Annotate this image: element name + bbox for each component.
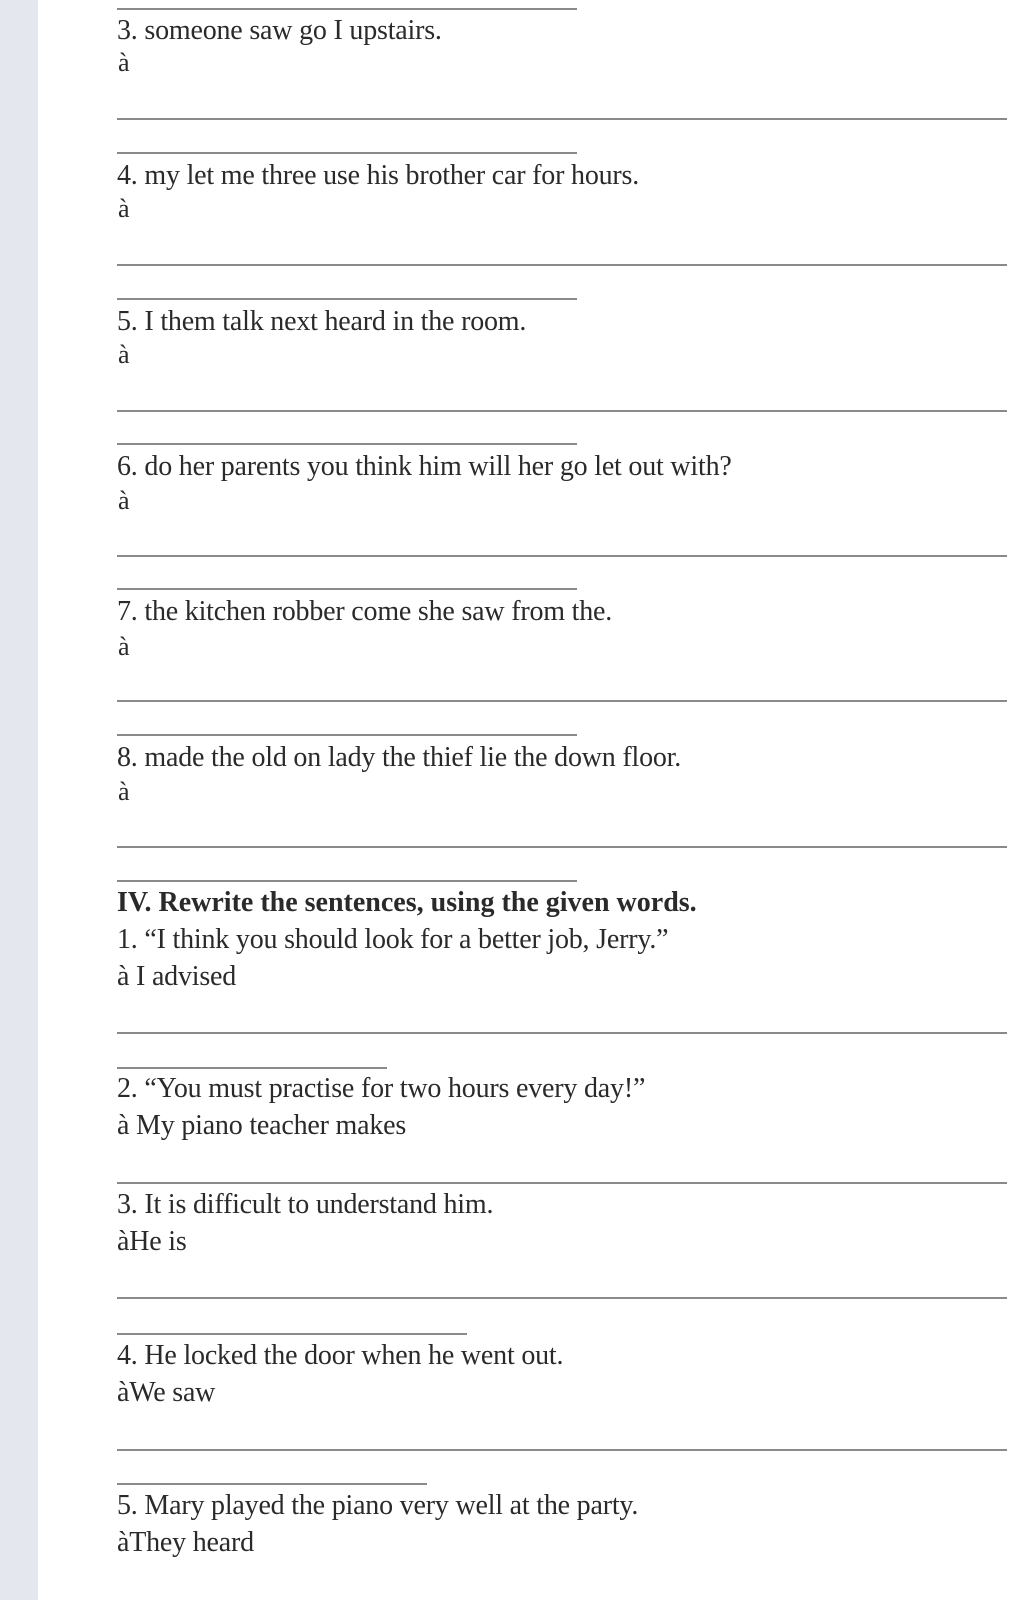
answer-line bbox=[117, 410, 1007, 412]
answer-line bbox=[117, 1032, 1007, 1034]
rewrite-3-sentence: 3. It is difficult to understand him. bbox=[117, 1189, 494, 1220]
question-5-arrow: à bbox=[118, 340, 130, 369]
question-7-arrow: à bbox=[118, 632, 130, 661]
answer-line bbox=[117, 1483, 427, 1485]
question-8-sentence: 8. made the old on lady the thief lie the down floor. bbox=[117, 742, 682, 773]
answer-line bbox=[117, 298, 577, 300]
question-8-arrow: à bbox=[118, 777, 130, 806]
question-4-sentence: 4. my let me three use his brother car for hours. bbox=[117, 160, 640, 191]
answer-line bbox=[117, 1182, 1007, 1184]
answer-line bbox=[117, 1067, 387, 1069]
question-3-arrow: à bbox=[118, 48, 130, 77]
question-6-sentence: 6. do her parents you think him will her go let out with? bbox=[117, 451, 732, 482]
answer-line bbox=[117, 1449, 1007, 1451]
answer-line bbox=[117, 264, 1007, 266]
rewrite-4-prompt: àWe saw bbox=[117, 1377, 216, 1408]
answer-line bbox=[117, 734, 577, 736]
rewrite-2-sentence: 2. “You must practise for two hours every day!” bbox=[117, 1073, 646, 1104]
answer-line bbox=[117, 443, 577, 445]
rewrite-3-prompt: àHe is bbox=[117, 1226, 187, 1257]
answer-line bbox=[117, 118, 1007, 120]
rewrite-2-prompt: à My piano teacher makes bbox=[117, 1110, 407, 1141]
rewrite-5-sentence: 5. Mary played the piano very well at the party. bbox=[117, 1490, 639, 1521]
answer-line bbox=[117, 846, 1007, 848]
section-iv-heading: IV. Rewrite the sentences, using the given words. bbox=[117, 887, 697, 918]
answer-line bbox=[117, 1297, 1007, 1299]
answer-line bbox=[117, 152, 577, 154]
rewrite-5-prompt: àThey heard bbox=[117, 1527, 254, 1558]
answer-line bbox=[117, 880, 577, 882]
question-4-arrow: à bbox=[118, 194, 130, 223]
question-7-sentence: 7. the kitchen robber come she saw from the. bbox=[117, 596, 613, 627]
answer-line bbox=[117, 555, 1007, 557]
answer-line bbox=[117, 8, 577, 10]
rewrite-1-prompt: à I advised bbox=[117, 961, 237, 992]
rewrite-1-sentence: 1. “I think you should look for a better job, Jerry.” bbox=[117, 924, 669, 955]
rewrite-4-sentence: 4. He locked the door when he went out. bbox=[117, 1340, 564, 1371]
question-3-sentence: 3. someone saw go I upstairs. bbox=[117, 15, 442, 46]
question-5-sentence: 5. I them talk next heard in the room. bbox=[117, 306, 527, 337]
question-6-arrow: à bbox=[118, 486, 130, 515]
answer-line bbox=[117, 588, 577, 590]
answer-line bbox=[117, 700, 1007, 702]
answer-line bbox=[117, 1333, 467, 1335]
